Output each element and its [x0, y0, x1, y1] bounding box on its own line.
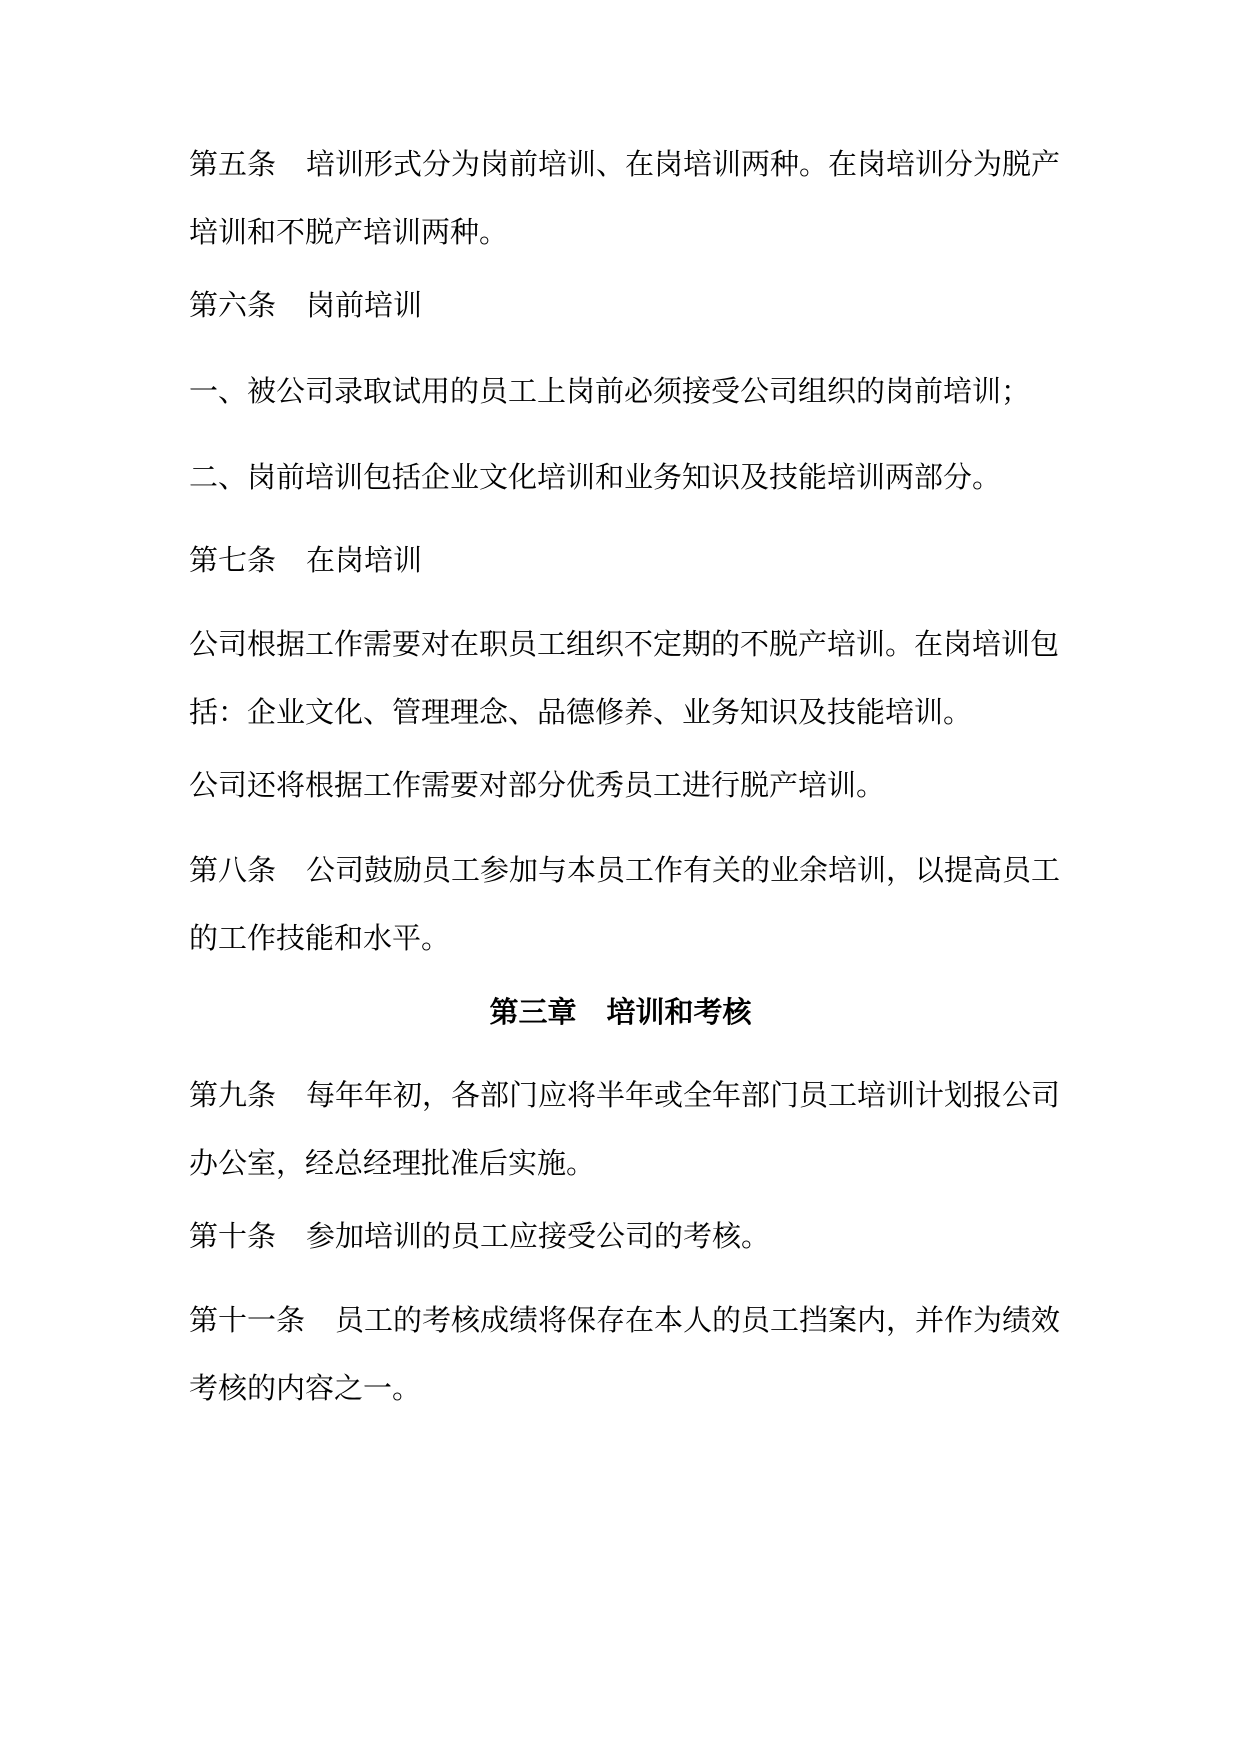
article-5 [189, 130, 1069, 266]
article-10 [189, 1202, 1069, 1270]
article-7 [189, 526, 1069, 594]
chapter-heading [0, 978, 1241, 1046]
chapter-title: 培训和考核 [606, 995, 752, 1029]
article-6 [189, 271, 1069, 339]
item-text: 二、岗前培训包括企业文化培训和业务知识及技能培训两部分。 [189, 460, 1002, 494]
article-label: 第七条 [189, 543, 277, 577]
article-6-item-1 [189, 357, 1069, 425]
article-8 [189, 836, 1069, 972]
article-label: 第十一条 [189, 1303, 306, 1337]
article-text: 参加培训的员工应接受公司的考核。 [306, 1219, 771, 1253]
article-text: 公司鼓励员工参加与本员工作有关的业余培训，以提高员工的工作技能和水平。 [189, 853, 1061, 955]
article-label: 第五条 [189, 147, 277, 181]
body-text: 公司还将根据工作需要对部分优秀员工进行脱产培训。 [189, 768, 886, 802]
article-text: 培训形式分为岗前培训、在岗培训两种。在岗培训分为脱产培训和不脱产培训两种。 [189, 147, 1061, 249]
article-6-item-2 [189, 443, 1069, 511]
article-9 [189, 1061, 1069, 1197]
article-label: 第六条 [189, 288, 277, 322]
body-text: 公司根据工作需要对在职员工组织不定期的不脱产培训。在岗培训包括：企业文化、管理理念、品德修养、业务知识及技能培训。 [189, 627, 1060, 729]
article-7-body-1 [189, 610, 1069, 746]
article-label: 第九条 [189, 1078, 277, 1112]
item-text: 一、被公司录取试用的员工上岗前必须接受公司组织的岗前培训； [189, 374, 1031, 408]
article-label: 第八条 [189, 853, 277, 887]
article-text: 在岗培训 [306, 543, 423, 577]
article-text: 员工的考核成绩将保存在本人的员工挡案内，并作为绩效考核的内容之一。 [189, 1303, 1061, 1405]
chapter-label: 第三章 [489, 995, 577, 1029]
article-text: 岗前培训 [306, 288, 423, 322]
article-label: 第十条 [189, 1219, 277, 1253]
article-11 [189, 1286, 1069, 1422]
article-7-body-2 [189, 751, 1069, 819]
article-text: 每年年初，各部门应将半年或全年部门员工培训计划报公司办公室，经总经理批准后实施。 [189, 1078, 1061, 1180]
